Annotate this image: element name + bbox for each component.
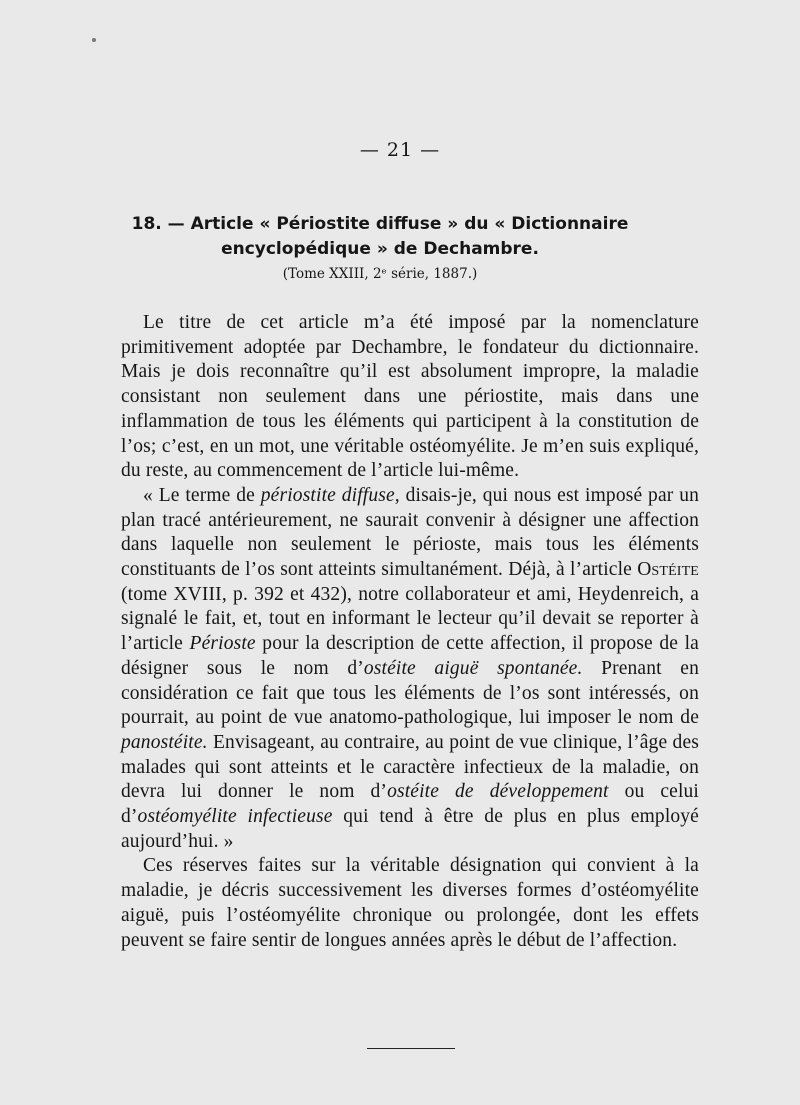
quote-text-7: ou celui d’ [121,781,699,828]
quote-text-5: Prenant en considération ce fait que tous les éléments de l’os sont intéressés, on pourrait, au point de vue anatomo-pathologique, lui imposer le nom de [121,657,699,729]
ink-speck [92,38,96,42]
end-rule-divider [367,1048,455,1049]
article-body [121,311,699,953]
paragraph-2-quote [121,484,699,855]
quote-text-3: (tome XVIII, p. 392 et 432), notre collaborateur et ami, Heydenreich, a signalé le fait, et, tout en informant le lecteur qu’il devait se reporter à l’article [121,583,699,655]
heading-line-1: 18. — Article « Périostite diffuse » du « Dictionnaire [131,214,629,234]
quote-italic-2: Périoste [189,633,256,655]
paragraph-3: Ces réserves faites sur la véritable désignation qui convient à la maladie, je décris successivement les diverses formes d’ostéomyélite aiguë, puis l’ostéomyélite chronique ou prolongée, dont les effets peuvent se faire sentir de longues années après le début de l’affection. [121,855,699,951]
quote-italic-6: ostéomyélite infectieuse [137,806,333,828]
source-reference: (Tome XXIII, 2ᵉ série, 1887.) [282,266,478,282]
quote-text-4: pour la description de cette affection, il propose de la désigner sous le nom d’ [121,633,699,679]
quote-text-1: « Le terme de [143,484,261,506]
quote-text-8: qui tend à être de plus en plus employé aujourd’hui. » [121,806,699,852]
quote-smallcaps-osteite: Ostéite [637,559,699,581]
quote-italic-3: ostéite aiguë spontanée. [363,657,583,679]
heading-line-2: encyclopédique » de Dechambre. [221,239,539,259]
page-number: — 21 — [359,139,441,161]
paragraph-1: Le titre de cet article m’a été imposé par la nomenclature primitivement adoptée par Dechambre, le fondateur du dictionnaire. Mais je dois reconnaître qu’il est absolument impropre, la maladie consistant non seulement dans une périostite, mais dans une inflammation de tous les éléments qui participent à la constitution de l’os; c’est, en un mot, une véritable ostéomyélite. Je m’en suis expliqué, du reste, au commencement de l’article lui-même. [121,312,699,482]
quote-italic-5: ostéite de développement [387,781,609,803]
quote-text-2: disais-je, qui nous est imposé par un plan tracé antérieurement, ne saurait convenir à désigner une affection dans laquelle non seulement le périoste, mais tous les éléments constituants de l’os sont atteints simultanément. Déjà, à l’article [121,484,699,581]
quote-italic-4: panostéite. [121,731,208,753]
quote-text-6: Envisageant, au contraire, au point de vue clinique, l’âge des malades qui sont atteints et le caractère infectieux de la maladie, on devra lui donner le nom d’ [121,731,699,803]
quote-italic-1: périostite diffuse, [260,484,400,506]
article-heading [100,212,660,262]
